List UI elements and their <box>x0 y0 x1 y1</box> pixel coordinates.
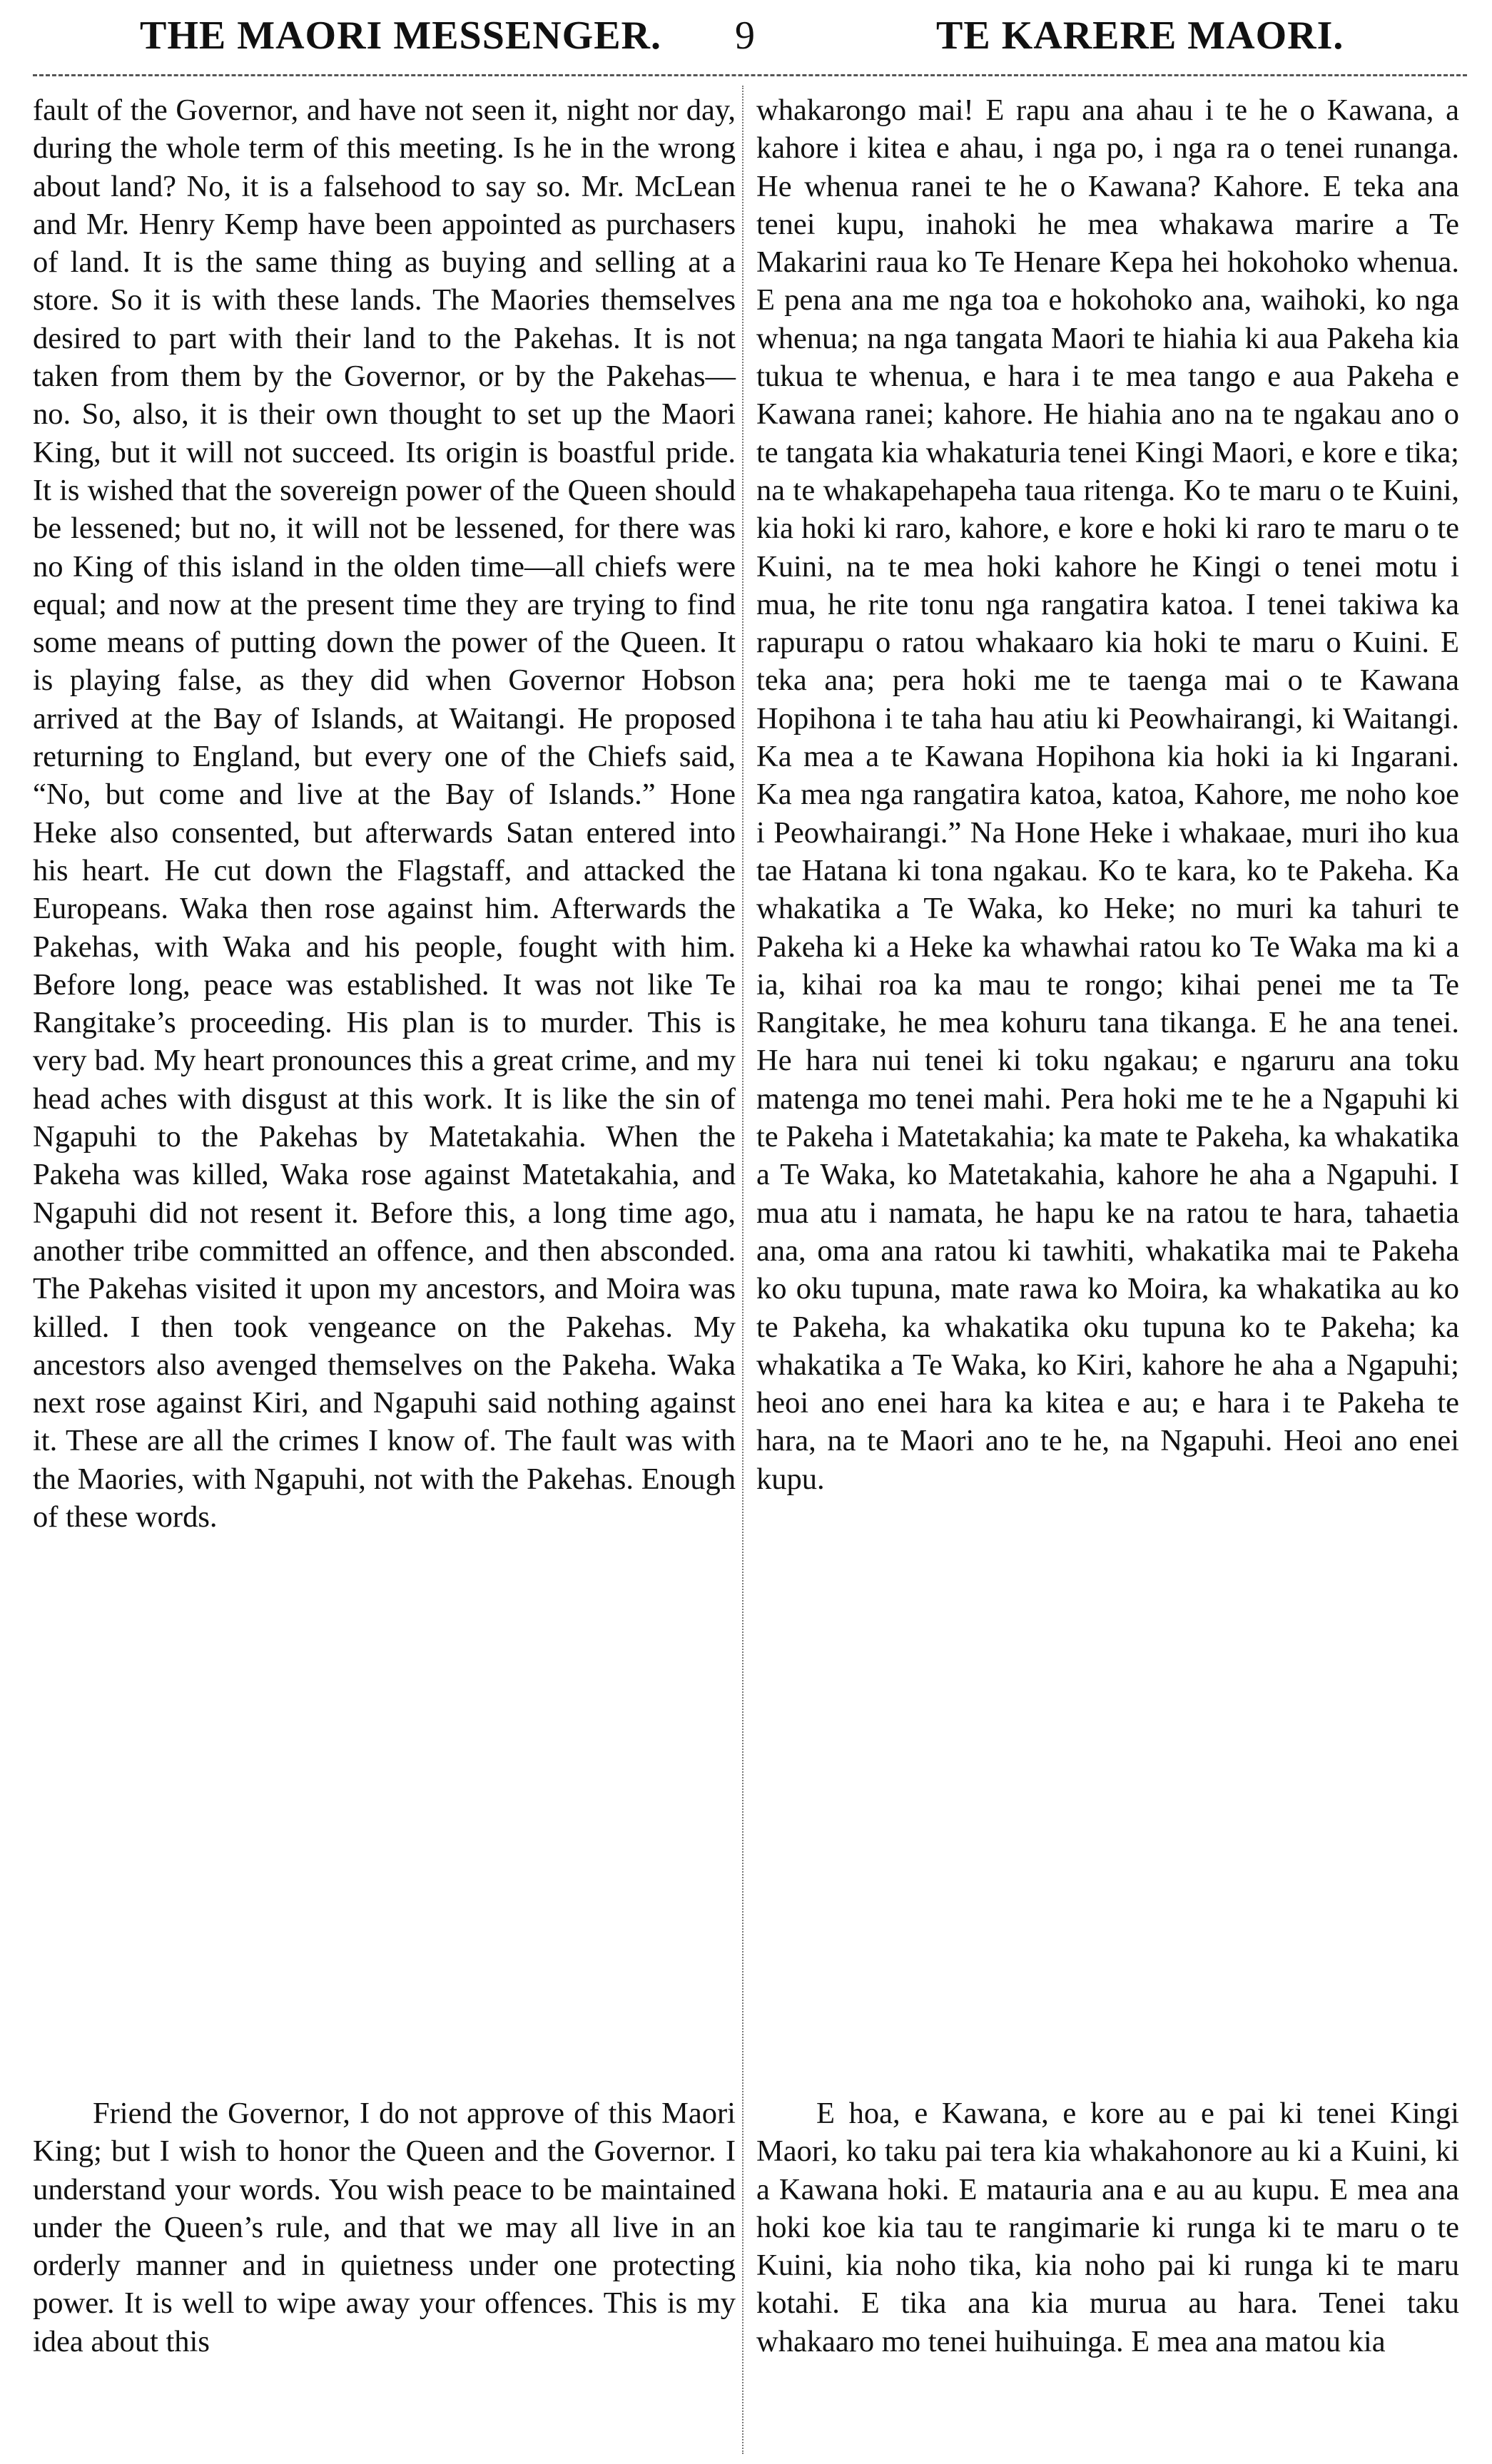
page-number: 9 <box>735 14 756 58</box>
maori-column <box>756 91 1459 1498</box>
maori-masthead: TE KARERE MAORI. <box>936 14 1344 58</box>
english-paragraph-2: Friend the Governor, I do not approve of this Maori King; but I wish to honor the Queen and the Governor. I understand your words. You wish peace to be maintained under the Queen’s rule, and that we may all live in an orderly manner and in quietness under one protecting power. It is well to wipe away your offences. This is my idea about this <box>33 2097 736 2358</box>
english-paragraph-1: fault of the Governor, and have not seen it, night nor day, during the whole term of this meeting. Is he in the wrong about land? No, it is a falsehood to say so. Mr. McLean and Mr. Henry Kemp have been appointed as purchasers of land. It is the same thing as buying and selling at a store. So it is with these lands. The Maories themselves desired to part with their land to the Pakehas. It is not taken from them by the Governor, or by the Pakehas—no. So, also, it is their own thought to set up the Maori King, but it will not succeed. Its origin is boastful pride. It is wished that the sovereign power of the Queen should be lessened; but no, it will not be lessened, for there was no King of this island in the olden time—all chiefs were equal; and now at the present time they are trying to find some means of putting down the power of the Queen. It is playing false, as they did when Governor Hobson arrived at the Bay of Islands, at Waitangi. He proposed returning to England, but every one of the Chiefs said, “No, but come and live at the Bay of Islands.” Hone Heke also consented, but afterwards Satan entered into his heart. He cut down the Flagstaff, and attacked the Europeans. Waka then rose against him. Afterwards the Pakehas, with Waka and his people, fought with him. Before long, peace was established. It was not like Te Rangitake’s proceeding. His plan is to murder. This is very bad. My heart pronounces this a great crime, and my head aches with disgust at this work. It is like the sin of Ngapuhi to the Pakehas by Matetakahia. When the Pakeha was killed, Waka rose against Matetakahia, and Ngapuhi did not resent it. Before this, a long time ago, another tribe committed an offence, and then absconded. The Pakehas visited it upon my ancestors, and Moira was killed. I then took vengeance on the Pakehas. My ancestors also avenged themselves on the Pakeha. Waka next rose against Kiri, and Ngapuhi said nothing against it. These are all the crimes I know of. The fault was with the Maories, with Ngapuhi, not with the Pakehas. Enough of these words. <box>33 93 736 1534</box>
maori-paragraph-2: E hoa, e Kawana, e kore au e pai ki tenei Kingi Maori, ko taku pai tera kia whakahonore au ki a Kuini, ki a Kawana hoki. E matauria ana e au au kupu. E mea ana hoki koe kia tau te rangimarie ki runga ki te maru o te Kuini, kia noho tika, kia noho pai ki runga ki te maru kotahi. E tika ana kia murua au hara. Tenei taku whakaaro mo tenei huihuinga. E mea ana matou kia <box>756 2097 1459 2358</box>
column-divider <box>742 86 744 2454</box>
english-masthead: THE MAORI MESSENGER. <box>140 14 661 58</box>
maori-paragraph-1: whakarongo mai! E rapu ana ahau i te he o Kawana, a kahore i kitea e ahau, i nga po, i nga ra o tenei runanga. He whenua ranei te he o Kawana? Kahore. E teka ana tenei kupu, inahoki he mea whakawa marire a Te Makarini raua ko Te Henare Kepa hei hokohoko whenua. E pena ana me nga toa e hokohoko ana, waihoki, ko nga whenua; na nga tangata Maori te hiahia ki aua Pakeha kia tukua te whenua, e hara i te mea tango e aua Pakeha e Kawana ranei; kahore. He hiahia ano na te ngakau ano o te tangata kia whakaturia tenei Kingi Maori, e kore e tika; na te whakapehapeha taua ritenga. Ko te maru o te Kuini, kia hoki ki raro, kahore, e kore e hoki ki raro te maru o te Kuini, na te mea hoki kahore he Kingi o tenei motu i mua, he rite tonu nga rangatira katoa. I tenei takiwa ka rapurapu o ratou whakaaro kia hoki te maru o Kuini. E teka ana; pera hoki me te taenga mai o te Kawana Hopihona i te taha hau atiu ki Peowhairangi, ki Waitangi. Ka mea a te Kawana Hopihona kia hoki ia ki Ingarani. Ka mea nga rangatira katoa, katoa, Kahore, me noho koe i Peowhairangi.” Na Hone Heke i whakaae, muri iho kua tae Hatana ki tona ngakau. Ko te kara, ko te Pakeha. Ka whakatika a Te Waka, ko Heke; no muri ka tahuri te Pakeha ki a Heke ka whawhai ratou ko Te Waka ma ki a ia, kihai roa ka mau te rongo; kihai penei me ta Te Rangitake, he mea kohuru tana tikanga. E he ana tenei. He hara nui tenei ki toku ngakau; e ngaruru ana toku matenga mo tenei mahi. Pera hoki me te he a Ngapuhi ki te Pakeha i Matetakahia; ka mate te Pakeha, ka whakatika a Te Waka, ko Matetakahia, kahore he aha a Ngapuhi. I mua atu i namata, he hapu ke na ratou te hara, tahaetia ana, oma ana ratou ki tawhiti, whakatika mai te Pakeha ko oku tupuna, mate rawa ko Moira, ka whakatika au ko te Pakeha, ka whakatika oku tupuna ko te Pakeha; ka whakatika a Te Waka, ko Kiri, kahore he aha a Ngapuhi; heoi ano enei hara ka kitea e au; e hara i te Pakeha te hara, na te Maori ano te he, na Ngapuhi. Heoi ano enei kupu. <box>756 93 1459 1496</box>
english-column <box>33 91 736 1536</box>
english-column-2 <box>33 2094 736 2361</box>
header-rule <box>33 74 1467 76</box>
maori-column-2 <box>756 2094 1459 2361</box>
page-header <box>0 0 1492 71</box>
